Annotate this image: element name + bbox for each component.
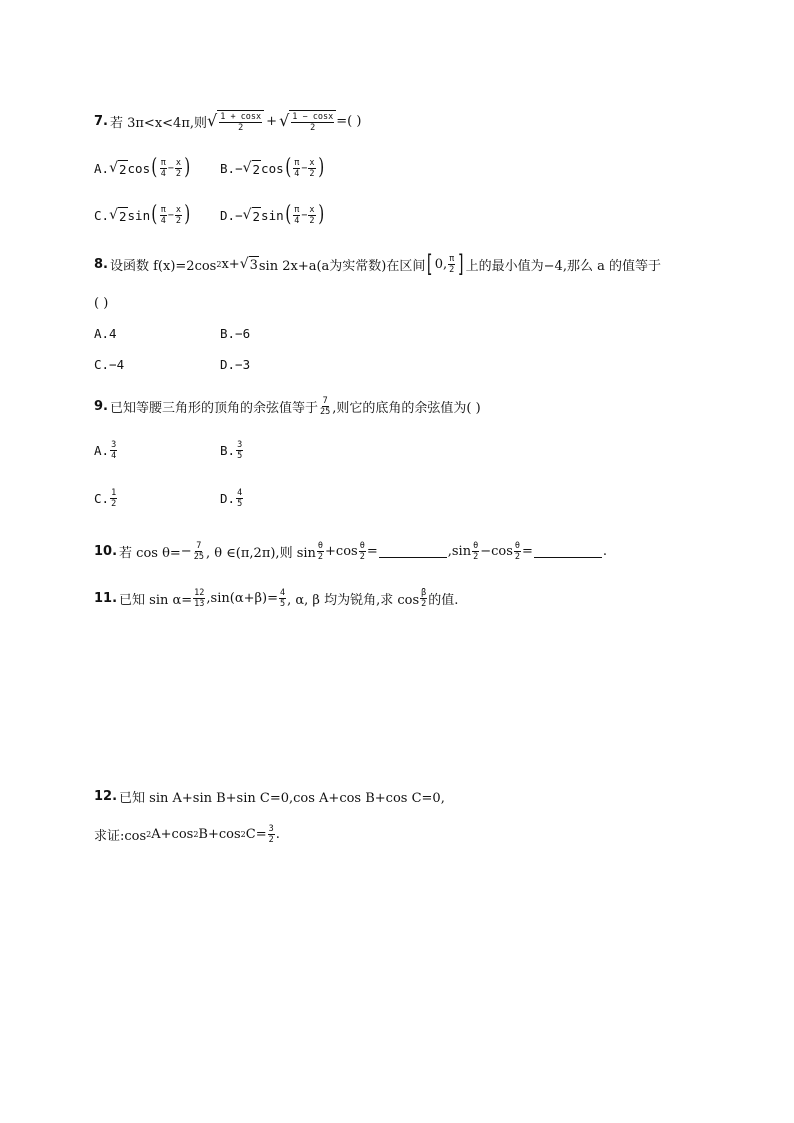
question-10-stem: 10. 若 cos θ= − $\frac{7}{25}$ , θ ∈(π,2π),则 sin θ 2 +cos $\frac{\theta}{2}$ = ,sin θ 2 −cos $\frac{\theta}{2}$ = .	[94, 540, 608, 562]
option-d: D. 4 5	[220, 488, 243, 509]
answer-parentheses: =( )	[336, 113, 362, 129]
question-number: 7.	[94, 113, 108, 129]
option-b: B. 3 5	[220, 440, 243, 461]
question-text: 已知等腰三角形的顶角的余弦值等于	[109, 400, 318, 416]
question-number: 11.	[94, 590, 118, 606]
option-c: C. √ 2 sin ( π 4 − $\frac{x}{2}$ )	[94, 202, 191, 227]
option-b: B.−6	[220, 326, 251, 341]
question-text: 若 cos θ=	[119, 545, 181, 561]
question-7-stem: 7. 若 3π<x<4π,则 √ 1 + cosx 2 + √ 1 − cosx 2 =( )	[94, 111, 362, 133]
question-8-stem: 8. 设函数 f(x)=2cos 2 x+ √ 3 sin 2x+a(a为实常数)在区间 [ 0, π 2 ] 上的最小值为−4,那么 a 的值等于	[94, 250, 661, 278]
question-text: 设函数 f(x)=2cos	[109, 258, 217, 274]
option-d: D. − √ 2 sin ( π 4 − $\frac{x}{2}$ )	[220, 202, 324, 227]
option-d: D.−3	[220, 357, 251, 372]
answer-blank[interactable]	[534, 545, 602, 558]
question-number: 8.	[94, 256, 108, 272]
option-c: C.−4	[94, 357, 125, 372]
question-12-proof: 求证:cos 2 A+cos 2 B+cos 2 C= $\frac{3}{2}$ .	[94, 823, 280, 845]
option-a: A. 3 4	[94, 440, 117, 461]
option-b: B. − √ 2 cos ( π 4 − $\frac{x}{2}$ )	[220, 155, 324, 180]
question-11-stem: 11. 已知 sin α= $\frac{12}{13}$ ,sin(α+β)= $\frac{4}{5}$ , α, β 均为锐角,求 cos β 2 的值.	[94, 587, 459, 609]
question-9-stem: 9. 已知等腰三角形的顶角的余弦值等于 7 25 ,则它的底角的余弦值为( )	[94, 395, 481, 417]
option-c: C. 1 2	[94, 488, 117, 509]
sqrt-expression: √ 1 − cosx 2	[279, 110, 336, 133]
option-a: A.4	[94, 326, 117, 341]
option-a: A. √ 2 cos ( π 4 − $\frac{x}{2}$ )	[94, 155, 191, 180]
question-number: 9.	[94, 398, 108, 414]
question-text: 已知 sin α=	[119, 592, 193, 608]
question-text: 已知 sin A+sin B+sin C=0,cos A+cos B+cos C=0,	[119, 790, 445, 806]
question-number: 12.	[94, 788, 118, 804]
question-8-paren: ( )	[94, 295, 109, 311]
answer-blank[interactable]	[379, 545, 447, 558]
question-12-stem	[94, 786, 445, 806]
sqrt-expression: √ 1 + cosx 2	[207, 110, 264, 133]
question-text: 若 3π<x<4π,则	[109, 115, 207, 131]
question-number: 10.	[94, 543, 118, 559]
